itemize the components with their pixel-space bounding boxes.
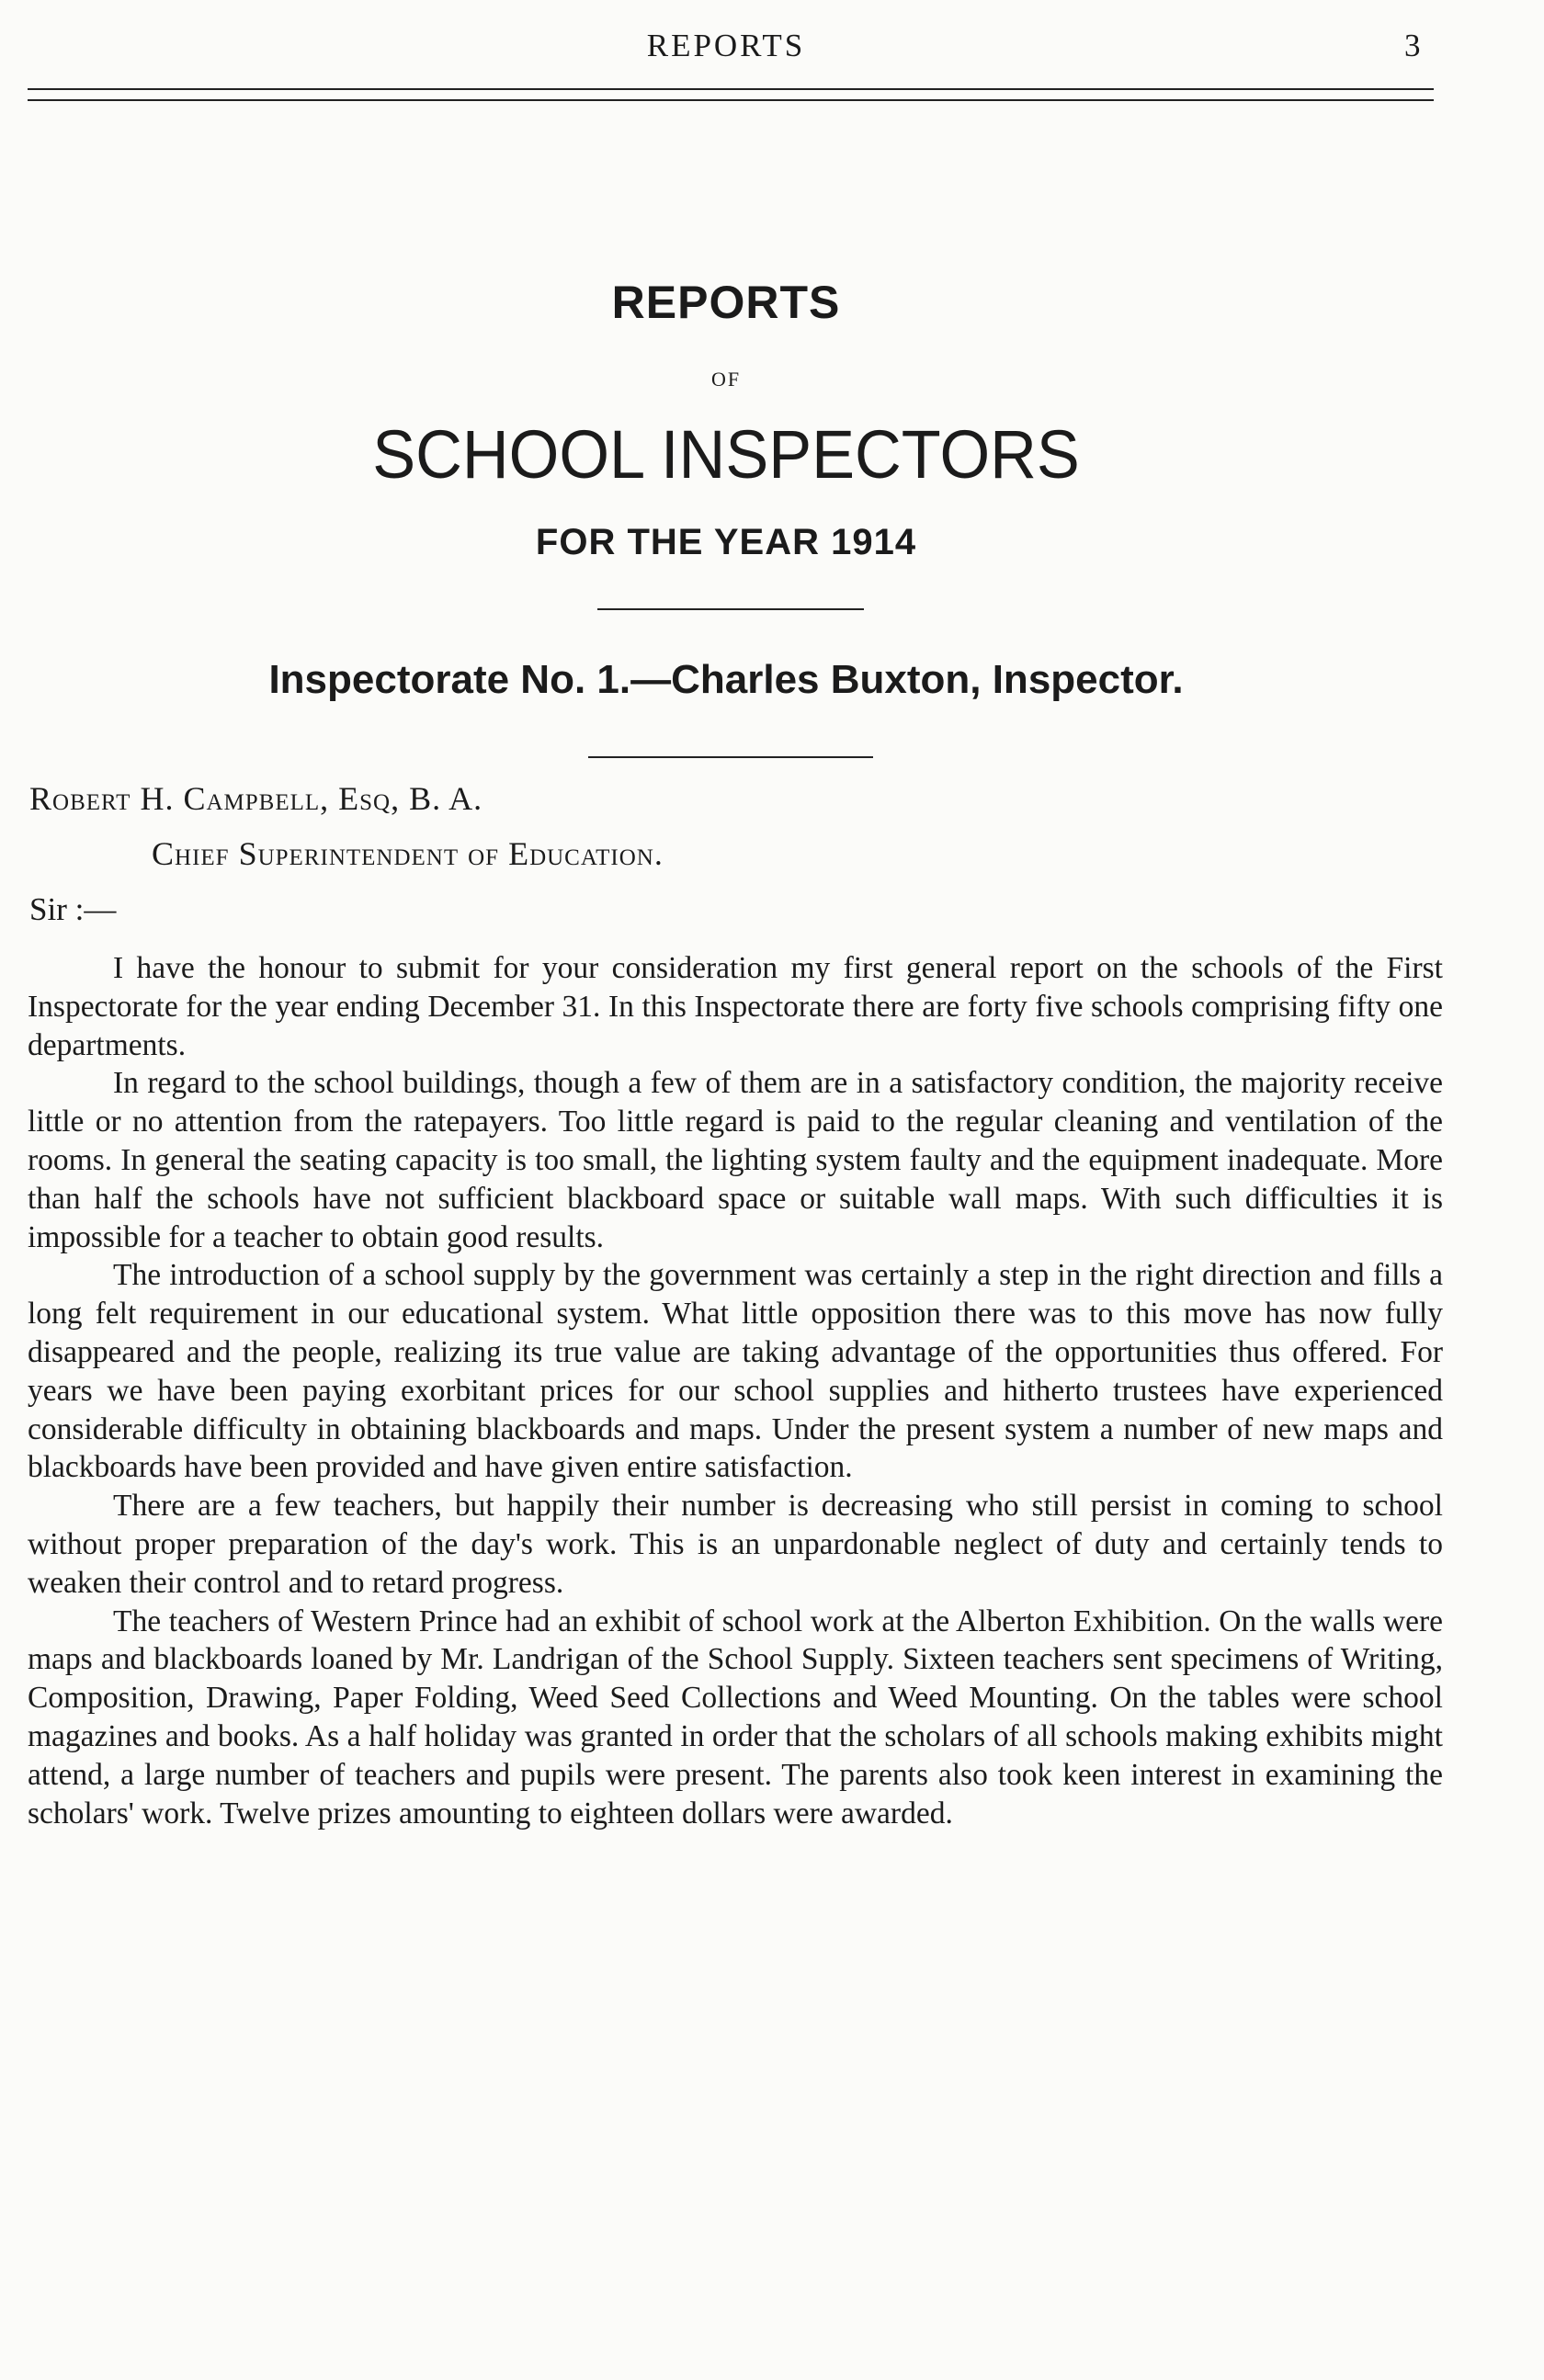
title-year: FOR THE YEAR 1914 bbox=[535, 522, 917, 562]
title-reports: REPORTS bbox=[611, 277, 841, 328]
running-title: REPORTS bbox=[646, 28, 806, 63]
paragraph: There are a few teachers, but happily their number is decreasing who still persist in coming to school without proper preparation of the day's work. This is an unpardonable neglect of duty and certainly tends to weaken their control and to retard progress. bbox=[28, 1489, 1443, 1600]
section-divider bbox=[588, 756, 873, 758]
title-of: OF bbox=[710, 368, 742, 391]
running-header bbox=[0, 26, 1544, 72]
addressee-position: Chief Superintendent of Education. bbox=[152, 835, 664, 872]
report-body bbox=[28, 949, 1443, 1832]
title-divider bbox=[597, 608, 864, 610]
paragraph: I have the honour to submit for your consideration my first general report on the schools of the First Inspectorate for the year ending December 31. In this Inspectorate there are forty five schools comprising fifty one departments. bbox=[28, 951, 1443, 1062]
paragraph: In regard to the school buildings, though a few of them are in a satisfactory condition, the majority receive little or no attention from the ratepayers. Too little regard is paid to the regular cleaning and ventilation of the rooms. In general the seating capacity is too small, the lighting system faulty and the equipment inadequate. More than half the schools have not sufficient blackboard space or suitable wall maps. With such difficulties it is impossible for a teacher to obtain good results. bbox=[28, 1066, 1443, 1254]
paragraph: The introduction of a school supply by the government was certainly a step in the right direction and fills a long felt requirement in our educational system. What little opposition there was to this move has now fully disappeared and the people, realizing its true value are taking advantage of the opportunities thus offered. For years we have been paying exorbitant prices for our school supplies and hitherto trustees have experienced considerable difficulty in obtaining blackboards and maps. Under the present system a number of new maps and blackboards have been provided and have given entire satisfaction. bbox=[28, 1258, 1443, 1485]
header-rule-bottom bbox=[28, 99, 1434, 101]
title-school-inspectors: SCHOOL INSPECTORS bbox=[372, 416, 1080, 493]
salutation: Sir :— bbox=[29, 891, 117, 927]
inspectorate-heading: Inspectorate No. 1.—Charles Buxton, Inspector. bbox=[268, 657, 1184, 702]
paragraph: The teachers of Western Prince had an exhibit of school work at the Alberton Exhibition. On the walls were maps and blackboards loaned by Mr. Landrigan of the School Supply. Sixteen teachers sent specimens of Writing, Composition, Drawing, Paper Folding, Weed Seed Collections and Weed Mounting. On the tables were school magazines and books. As a half holiday was granted in order that the scholars of all schools making exhibits might attend, a large number of teachers and pupils were present. The parents also took keen interest in examining the scholars' work. Twelve prizes amounting to eighteen dollars were awarded. bbox=[28, 1604, 1443, 1830]
page-number: 3 bbox=[1404, 28, 1421, 63]
addressee-name: Robert H. Campbell, Esq, B. A. bbox=[29, 780, 483, 817]
header-rule-top bbox=[28, 88, 1434, 90]
